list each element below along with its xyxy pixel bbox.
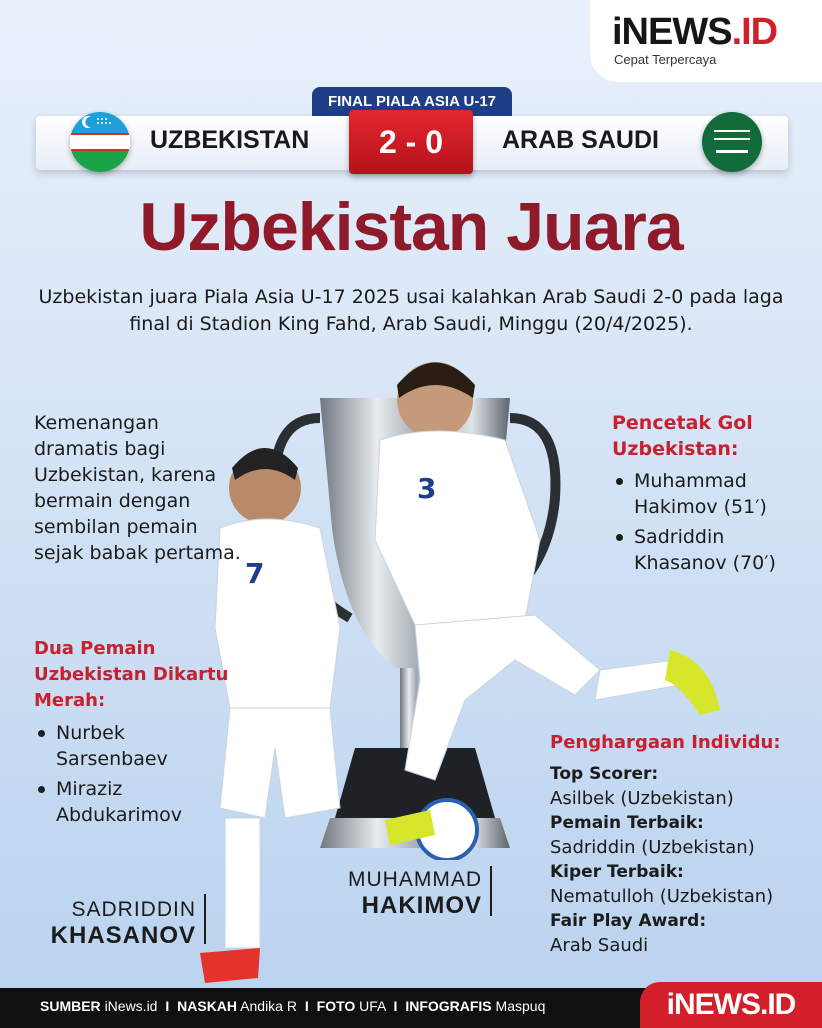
goal-scorers-list	[612, 468, 812, 576]
list-item: Miraziz Abdukarimov	[34, 776, 234, 828]
brand-suffix: .ID	[731, 11, 778, 53]
player-first-name: SADRIDDIN	[71, 898, 196, 921]
credit-separator: I	[304, 998, 309, 1014]
list-item: Nurbek Sarsenbaev	[34, 720, 234, 772]
saudi-arabia-flag-icon	[702, 112, 762, 172]
credit-value: Maspuq	[495, 998, 546, 1014]
credit-separator: I	[393, 998, 398, 1014]
awards-section	[550, 730, 810, 958]
red-cards-list	[34, 720, 234, 828]
award-label: Top Scorer:	[550, 764, 659, 784]
match-score: 2 - 0	[349, 110, 473, 174]
team-left-name: UZBEKISTAN	[150, 126, 310, 154]
list-item: Sadriddin Khasanov (70′)	[612, 524, 812, 576]
nameplate-khasanov	[46, 898, 196, 950]
list-item: Muhammad Hakimov (51′)	[612, 468, 812, 520]
page-title: Uzbekistan Juara	[139, 189, 683, 265]
match-label: FINAL PIALA ASIA U-17	[312, 87, 512, 117]
scoreboard	[36, 116, 788, 170]
credit-label: INFOGRAFIS	[405, 998, 492, 1014]
footer-bar	[0, 988, 822, 1028]
red-cards-heading: Dua Pemain Uzbekistan Dikartu Merah:	[34, 638, 229, 711]
credit-value: Andika R	[240, 998, 297, 1014]
player-khasanov-number: 7	[245, 557, 265, 590]
brand-wordmark	[612, 12, 822, 52]
player-last-name: HAKIMOV	[361, 892, 482, 919]
award-value: Asilbek (Uzbekistan)	[550, 788, 734, 809]
footer-logo: iNEWS.ID	[640, 982, 822, 1028]
uzbekistan-flag-icon	[70, 112, 130, 172]
brand-tagline: Cepat Terpercaya	[614, 52, 717, 67]
award-label: Kiper Terbaik:	[550, 862, 684, 882]
player-first-name: MUHAMMAD	[348, 868, 482, 891]
brand-prefix: iNEWS	[612, 11, 732, 53]
credit-value: iNews.id	[104, 998, 158, 1014]
credit-label: FOTO	[316, 998, 356, 1014]
credit-label: NASKAH	[177, 998, 238, 1014]
credit-separator: I	[165, 998, 170, 1014]
goal-scorers-section	[612, 410, 812, 580]
brand-logo	[590, 0, 822, 82]
player-hakimov-number: 3	[417, 472, 437, 505]
credit-label: SUMBER	[40, 998, 101, 1014]
nameplate-divider	[204, 894, 206, 944]
sword-shape	[716, 150, 748, 153]
nameplate-hakimov	[330, 868, 482, 920]
award-label: Fair Play Award:	[550, 911, 707, 931]
footer-credits	[40, 998, 545, 1014]
credit-value: UFA	[359, 998, 386, 1014]
match-description: Kemenangan dramatis bagi Uzbekistan, karena bermain dengan sembilan pemain sejak babak pertama.	[34, 412, 241, 564]
nameplate-divider	[490, 866, 492, 916]
red-cards-section	[34, 636, 234, 832]
award-value: Sadriddin (Uzbekistan)	[550, 837, 755, 858]
award-value: Nematulloh (Uzbekistan)	[550, 886, 774, 907]
shahada-script-shape	[714, 130, 750, 140]
player-last-name: KHASANOV	[50, 922, 196, 949]
award-value: Arab Saudi	[550, 935, 649, 956]
awards-heading: Penghargaan Individu:	[550, 732, 781, 753]
page-subtitle: Uzbekistan juara Piala Asia U-17 2025 usai kalahkan Arab Saudi 2-0 pada laga final di Stadion King Fahd, Arab Saudi, Minggu (20/4/2025).	[38, 286, 784, 335]
award-label: Pemain Terbaik:	[550, 813, 704, 833]
team-right-name: ARAB SAUDI	[502, 126, 659, 154]
goal-scorers-heading: Pencetak Gol Uzbekistan:	[612, 412, 753, 460]
